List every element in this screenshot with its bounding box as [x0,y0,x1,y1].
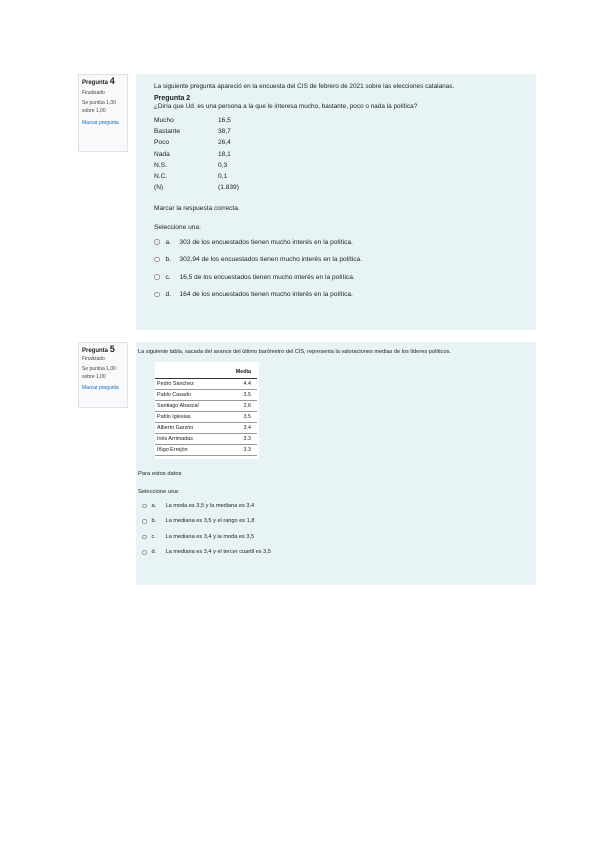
question-max-score: sobre 1,00 [82,107,106,114]
question-4-info [78,74,128,152]
flag-question-link[interactable]: Marcar pregunta [82,120,119,126]
answer-option-c[interactable]: c. 16,5 de los encuestados tienen mucho interés en la política. [154,268,526,286]
radio-button-checked[interactable] [154,239,160,245]
ratings-table-card [155,362,259,459]
radio-button-checked[interactable] [142,550,147,555]
question-intro: La siguiente pregunta apareció en la encuesta del CIS de febrero de 2021 sobre las elecciones catalanas. [154,83,455,90]
table-row: Pedro Sánchez 4.4 [155,379,257,390]
question-number: Pregunta 4 [82,76,115,86]
answer-option-a[interactable]: a. 303 de los encuestados tienen mucho interés en la política. [154,233,526,251]
answer-instruction: Marcar la respuesta correcta. [154,205,240,213]
answer-options [154,233,526,303]
question-max-score: sobre 1,00 [82,373,106,380]
question-status: Finalizado [82,355,105,362]
table-row: Santiago Abascal 2.6 [155,401,257,412]
radio-button[interactable] [154,292,160,298]
answer-options [142,498,526,560]
answer-option-b[interactable]: b. La mediana es 3,5 y el rango es 1,8 [142,514,526,530]
table-header: Media [225,365,257,379]
answer-option-d[interactable]: d. La mediana es 3,4 y el tercer cuartil es 3,5 [142,545,526,561]
table-row: Pablo Iglesias 3.5 [155,412,257,423]
question-5-info [78,342,128,408]
results-row: Poco 26,4 [154,139,231,147]
results-row: N.S. 0,3 [154,161,228,169]
radio-button[interactable] [154,257,160,263]
question-4-panel [136,74,536,330]
table-row: Íñigo Errejón 3.3 [155,445,257,456]
flag-question-link[interactable]: Marcar pregunta [82,385,119,391]
results-row: (N) (1.839) [154,184,239,192]
ratings-table [155,365,257,456]
question-number: Pregunta 5 [82,344,115,354]
table-row: Inés Arrimadas 3.3 [155,434,257,445]
results-table [154,115,526,193]
results-row: N.C. 0,1 [154,173,228,181]
question-subtitle: Pregunta 2 [154,95,191,102]
radio-button[interactable] [154,274,160,280]
radio-button[interactable] [142,519,147,524]
select-one-label: Seleccione una: [154,224,201,232]
results-row: Mucho 16,5 [154,117,231,125]
answer-instruction: Para estos datos [138,471,182,477]
answer-option-c[interactable]: c. La mediana es 3,4 y la moda es 3,5 [142,529,526,545]
question-score: Se puntúa 1,00 [82,366,116,372]
results-row: Nada 18,1 [154,150,231,158]
table-row: Pablo Casado 3.5 [155,390,257,401]
question-text: La siguiente tabla, sacada del avance del último barómetro del CIS, representa la valoraciones medias de los líderes políticos. [138,349,451,355]
radio-button[interactable] [142,535,147,540]
answer-option-a[interactable]: a. La moda es 3,5 y la mediana es 3,4 [142,498,526,514]
results-row: Bastante 38,7 [154,128,231,136]
answer-option-b[interactable]: b. 302,94 de los encuestados tienen mucho interés en la política. [154,251,526,269]
question-status: Finalizado [82,89,105,96]
select-one-label: Seleccione una: [138,489,180,495]
table-row: Alberto Garzón 3.4 [155,423,257,434]
question-5-panel [136,342,536,585]
question-score: Se puntúa 1,00 [82,100,116,106]
question-text: ¿Diría que Ud. es una persona a la que le interesa mucho, bastante, poco o nada la política? [154,103,418,110]
radio-button[interactable] [142,504,147,509]
answer-option-d[interactable]: d. 164 de los encuestados tienen mucho interés en la política. [154,286,526,304]
